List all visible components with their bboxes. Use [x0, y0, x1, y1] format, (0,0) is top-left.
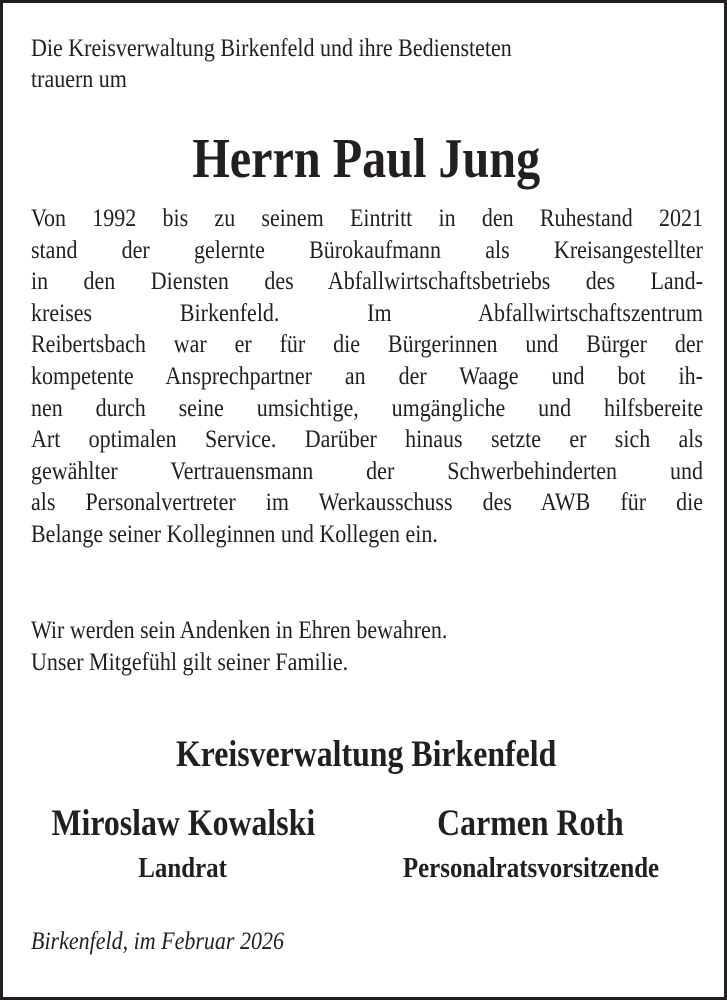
signatory-name-left — [13, 801, 353, 847]
body-line: Art optimalen Service. Darüber hinaus setzte er sich als — [31, 426, 703, 454]
intro-line: trauern um — [31, 66, 127, 93]
closing-line: Wir werden sein Andenken in Ehren bewahren. — [31, 617, 448, 644]
body-line: kompetente Ansprechpartner an der Waage und bot ih- — [31, 362, 703, 390]
body-line: stand der gelernte Bürokaufmann als Kreisangestellter — [31, 236, 703, 264]
organization-heading — [3, 733, 727, 777]
closing-line: Unser Mitgefühl gilt seiner Familie. — [31, 649, 349, 676]
body-line: gewählter Vertrauensmann der Schwerbehinderten und — [31, 457, 703, 485]
body-line: Reibertsbach war er für die Bürgerinnen und Bürger der — [31, 331, 703, 359]
signatory-name: Miroslaw Kowalski — [51, 803, 315, 844]
deceased-name-heading — [3, 127, 727, 191]
body-line: nen durch seine umsichtige, umgängliche und hilfsbereite — [31, 394, 703, 422]
body-line: kreises Birkenfeld. Im Abfallwirtschaftszentrum — [31, 299, 703, 327]
signatory-title: Landrat — [138, 852, 228, 884]
deceased-name: Herrn Paul Jung — [192, 128, 541, 190]
signatory-title: Personalratsvorsitzende — [402, 852, 659, 884]
signatory-title-right — [343, 849, 718, 887]
body-line: Belange seiner Kolleginnen und Kollegen ein. — [31, 520, 438, 548]
organization-name: Kreisverwaltung Birkenfeld — [176, 734, 557, 775]
intro-text — [31, 33, 702, 95]
place-date: Birkenfeld, im Februar 2026 — [31, 928, 284, 955]
biography-paragraph — [31, 203, 703, 551]
signatory-name-right — [343, 801, 718, 847]
signatory-name: Carmen Roth — [437, 803, 624, 844]
closing-text — [31, 615, 702, 679]
signatory-title-left — [13, 849, 353, 887]
body-line: in den Diensten des Abfallwirtschaftsbetriebs des Land- — [31, 268, 703, 296]
body-line: Von 1992 bis zu seinem Eintritt in den Ruhestand 2021 — [31, 205, 703, 232]
body-line: als Personalvertreter im Werkausschuss des AWB für die — [31, 489, 703, 517]
intro-line: Die Kreisverwaltung Birkenfeld und ihre Bediensteten — [31, 35, 512, 62]
